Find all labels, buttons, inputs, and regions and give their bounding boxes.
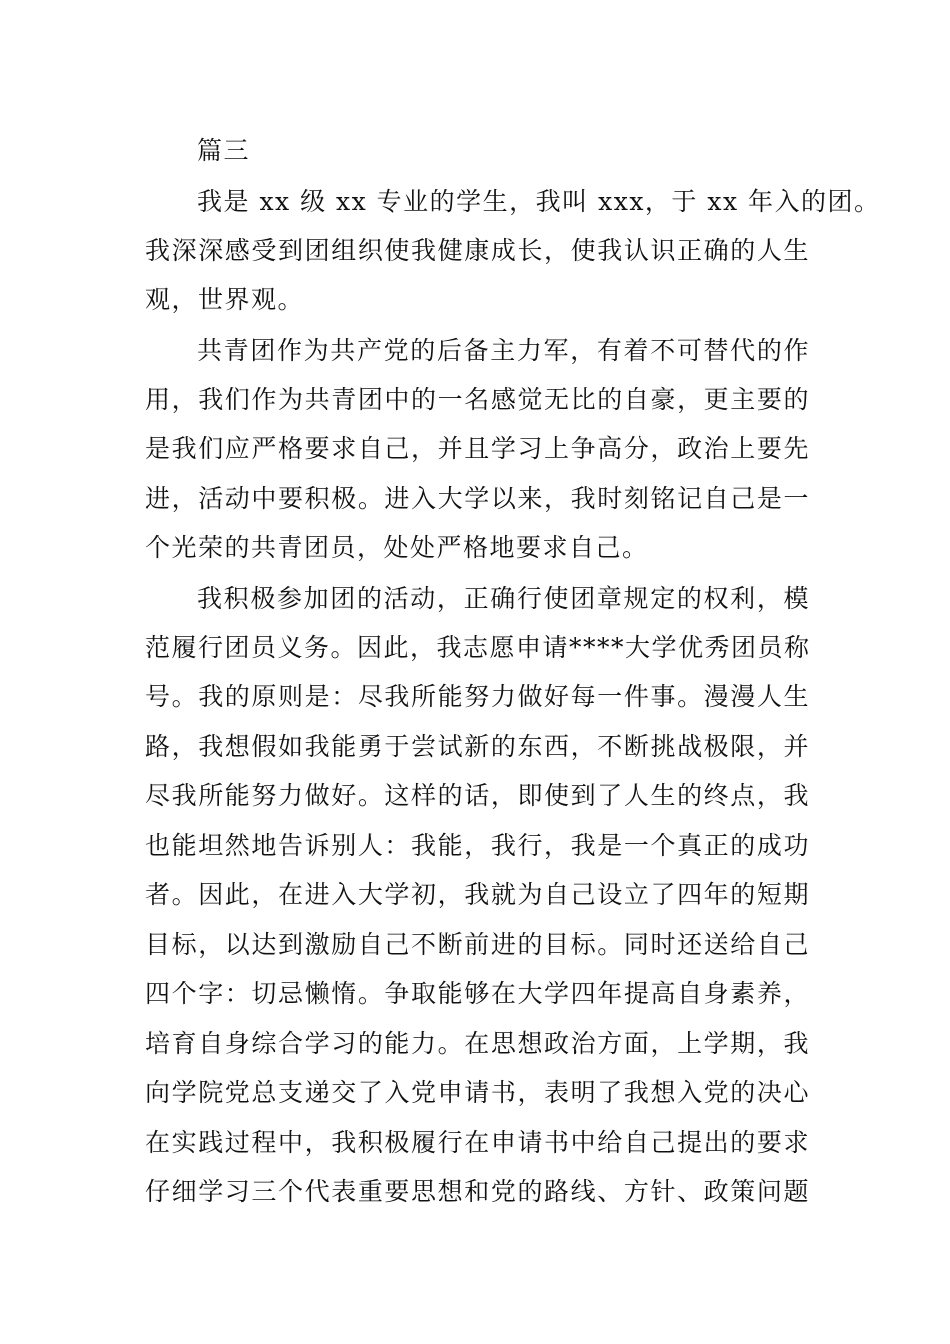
text-line: 用，我们作为共青团中的一名感觉无比的自豪，更主要的	[145, 385, 810, 414]
text-line: 尽我所能努力做好。这样的话，即使到了人生的终点，我	[145, 781, 810, 810]
text-line: 是我们应严格要求自己，并且学习上争高分，政治上要先	[145, 434, 810, 463]
text-line: 我深深感受到团组织使我健康成长，使我认识正确的人生	[145, 236, 810, 265]
text-line: 四个字：切忌懒惰。争取能够在大学四年提高自身素养，	[145, 979, 810, 1008]
text-line: 在实践过程中，我积极履行在申请书中给自己提出的要求	[145, 1128, 810, 1157]
text-line: 目标，以达到激励自己不断前进的目标。同时还送给自己	[145, 930, 810, 959]
text-line: 观，世界观。	[145, 285, 305, 314]
text-line: 号。我的原则是：尽我所能努力做好每一件事。漫漫人生	[145, 682, 810, 711]
text-line: 者。因此，在进入大学初，我就为自己设立了四年的短期	[145, 880, 810, 909]
text-line: 向学院党总支递交了入党申请书，表明了我想入党的决心	[145, 1078, 810, 1107]
text-line: 范履行团员义务。因此，我志愿申请****大学优秀团员称	[145, 633, 811, 662]
text-line: 仔细学习三个代表重要思想和党的路线、方针、政策问题	[145, 1177, 810, 1206]
text-line: 我是 xx 级 xx 专业的学生，我叫 xxx，于 xx 年入的团。	[197, 187, 881, 216]
text-line: 共青团作为共产党的后备主力军，有着不可替代的作	[197, 336, 810, 365]
text-line: 也能坦然地告诉别人：我能，我行，我是一个真正的成功	[145, 831, 810, 860]
text-line: 路，我想假如我能勇于尝试新的东西，不断挑战极限，并	[145, 732, 810, 761]
text-line: 我积极参加团的活动，正确行使团章规定的权利，模	[197, 584, 810, 613]
text-line: 个光荣的共青团员，处处严格地要求自己。	[145, 533, 649, 562]
text-line: 培育自身综合学习的能力。在思想政治方面，上学期，我	[145, 1029, 810, 1058]
text-line: 进，活动中要积极。进入大学以来，我时刻铭记自己是一	[145, 484, 810, 513]
section-heading: 篇三	[197, 136, 251, 165]
